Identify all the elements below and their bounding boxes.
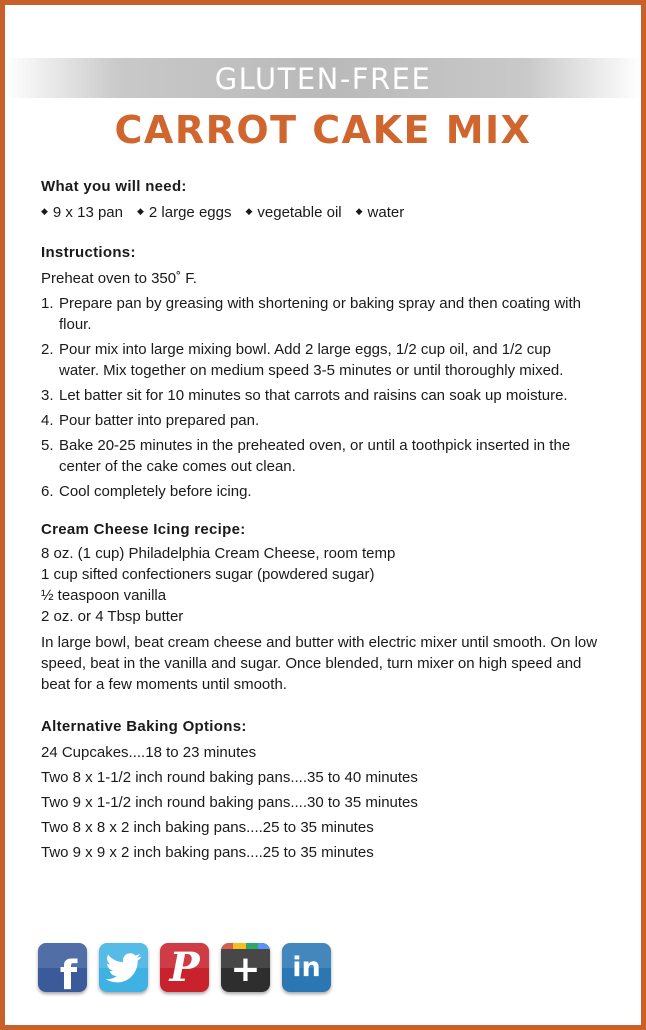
needs-list	[41, 202, 611, 223]
ingredient-line: 2 oz. or 4 Tbsp butter	[41, 608, 184, 625]
diamond-bullet-icon: ◆	[136, 206, 144, 216]
instructions-heading: Instructions:	[41, 244, 136, 261]
diamond-bullet-icon: ◆	[41, 206, 48, 216]
social-links	[38, 943, 331, 992]
alternatives-heading: Alternative Baking Options:	[41, 718, 247, 735]
baking-option: 24 Cupcakes....18 to 23 minutes	[41, 744, 257, 761]
ingredient-line: ½ teaspoon vanilla	[41, 587, 167, 604]
twitter-icon[interactable]	[99, 943, 148, 992]
linkedin-icon[interactable]: in	[282, 943, 331, 992]
google-color-bar	[221, 943, 270, 949]
instruction-step: 1. Prepare pan by greasing with shortening or baking spray and then coating with flour.	[41, 295, 581, 333]
facebook-icon[interactable]: f	[38, 943, 87, 992]
preheat-note: Preheat oven to 350˚ F.	[41, 270, 197, 287]
subtitle: GLUTEN-FREE	[214, 62, 432, 96]
instruction-step: 4. Pour batter into prepared pan.	[41, 412, 260, 429]
list-item: ◆ 9 x 13 pan	[41, 202, 123, 223]
icing-heading: Cream Cheese Icing recipe:	[41, 521, 246, 538]
ingredient-line: 8 oz. (1 cup) Philadelphia Cream Cheese, room temp	[41, 545, 396, 562]
baking-option: Two 8 x 8 x 2 inch baking pans....25 to 35 minutes	[41, 819, 374, 836]
google-plus-icon[interactable]: +	[221, 943, 270, 992]
diamond-bullet-icon: ◆	[355, 206, 363, 216]
pinterest-icon[interactable]: P	[160, 943, 209, 992]
baking-option: Two 8 x 1-1/2 inch round baking pans....35 to 40 minutes	[41, 769, 418, 786]
instruction-step: 3. Let batter sit for 10 minutes so that carrots and raisins can soak up moisture.	[41, 387, 568, 404]
twitter-bird-icon	[106, 953, 142, 983]
needs-heading: What you will need:	[41, 178, 187, 195]
icing-directions: In large bowl, beat cream cheese and butter with electric mixer until smooth. On low speed, beat in the vanilla and sugar. Once blended, turn mixer on high speed and beat for a few moments until smooth.	[41, 634, 598, 693]
instruction-step: 5. Bake 20-25 minutes in the preheated oven, or until a toothpick inserted in the center of the cake comes out clean.	[41, 437, 571, 475]
instruction-step: 2. Pour mix into large mixing bowl. Add 2 large eggs, 1/2 cup oil, and 1/2 cup water. Mix together on medium speed 3-5 minutes or until thoroughly mixed.	[41, 341, 564, 379]
ingredient-line: 1 cup sifted confectioners sugar (powdered sugar)	[41, 566, 375, 583]
baking-option: Two 9 x 9 x 2 inch baking pans....25 to 35 minutes	[41, 844, 374, 861]
list-item: ◆ 2 large eggs	[137, 202, 231, 223]
list-item: ◆ water	[356, 202, 405, 223]
baking-option: Two 9 x 1-1/2 inch round baking pans....30 to 35 minutes	[41, 794, 418, 811]
recipe-content	[41, 176, 611, 863]
diamond-bullet-icon: ◆	[245, 206, 253, 216]
list-item: ◆ vegetable oil	[245, 202, 341, 223]
page-title: CARROT CAKE MIX	[114, 108, 532, 152]
instruction-step: 6. Cool completely before icing.	[41, 483, 252, 500]
